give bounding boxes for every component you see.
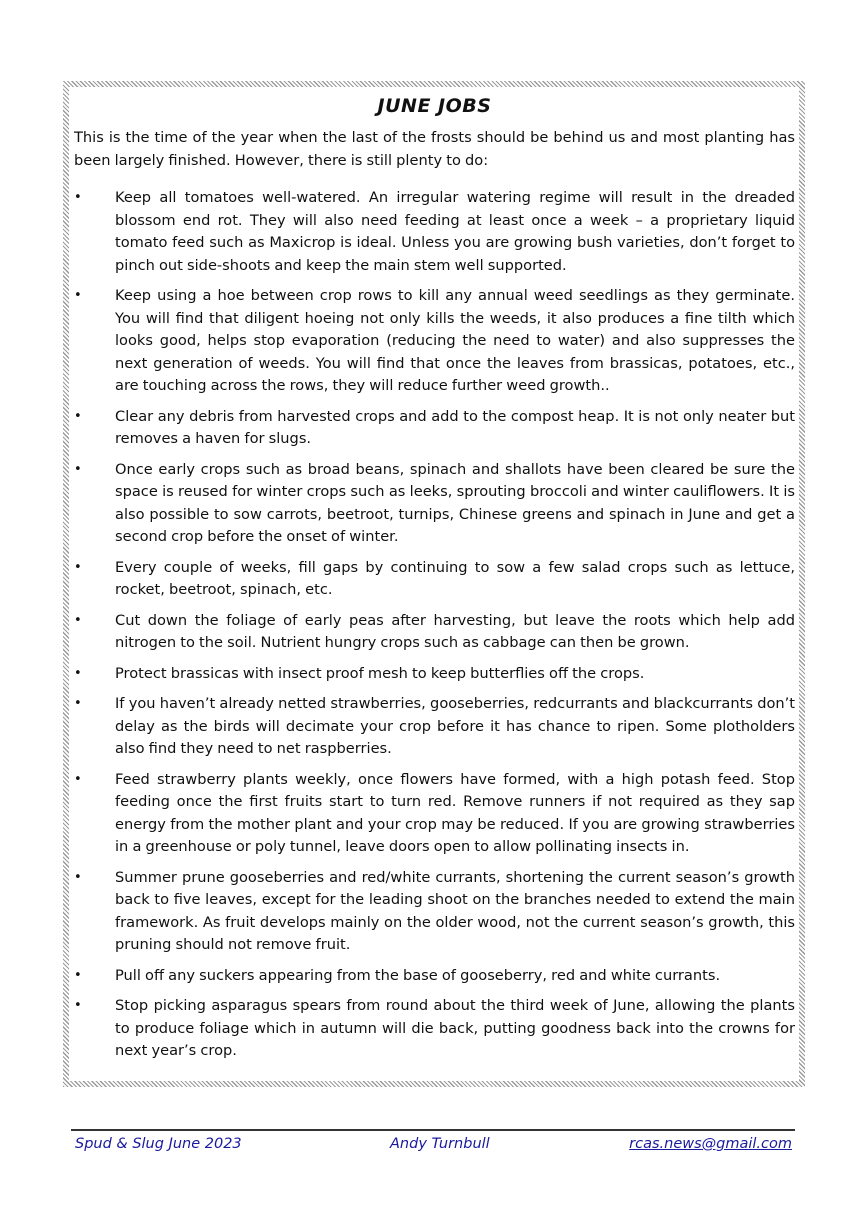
list-item-text: Every couple of weeks, fill gaps by continuing to sow a few salad crops such as lettuce, rocket, beetroot, spinach, etc.: [115, 558, 795, 598]
author-name: Andy Turnbull: [390, 1136, 490, 1152]
list-item-text: Stop picking asparagus spears from round about the third week of June, allowing the plants to produce foliage which in autumn will die back, putting goodness back into the crowns for next year’s crop.: [115, 997, 795, 1059]
bullet-icon: •: [74, 408, 82, 424]
bullet-icon: •: [74, 869, 82, 885]
list-item: [74, 406, 795, 451]
list-item-text: Clear any debris from harvested crops and add to the compost heap. It is not only neater but removes a haven for slugs.: [115, 407, 795, 447]
list-item: [74, 769, 795, 859]
email-link[interactable]: rcas.news@gmail.com: [629, 1136, 792, 1152]
list-item-text: Feed strawberry plants weekly, once flowers have formed, with a high potash feed. Stop feeding once the first fruits start to turn red. Remove runners if not required as they sap energy from the mother plant and your crop may be reduced. If you are growing strawberries in a greenhouse or poly tunnel, leave doors open to allow pollinating insects in.: [115, 770, 795, 855]
footer-divider: [71, 1129, 795, 1131]
publication-name: Spud & Slug June 2023: [75, 1136, 242, 1152]
list-item-text: Summer prune gooseberries and red/white currants, shortening the current season’s growth back to five leaves, except for the leading shoot on the branches needed to extend the main framework. As fruit develops mainly on the older wood, not the current season’s growth, this pruning should not remove fruit.: [115, 868, 795, 953]
list-item: [74, 459, 795, 549]
list-item-text: Keep all tomatoes well-watered. An irregular watering regime will result in the dreaded blossom end rot. They will also need feeding at least once a week – a proprietary liquid tomato feed such as Maxicrop is ideal. Unless you are growing bush varieties, don’t forget to pinch out side-shoots and keep the main stem well supported.: [115, 189, 795, 274]
bullet-icon: •: [74, 559, 82, 575]
list-item: [74, 557, 795, 602]
list-item: [74, 285, 795, 398]
list-item-text: Cut down the foliage of early peas after harvesting, but leave the roots which help add nitrogen to the soil. Nutrient hungry crops such as cabbage can then be grown.: [115, 611, 795, 651]
bullet-icon: •: [74, 190, 82, 205]
list-item: [74, 663, 795, 686]
jobs-list: [74, 187, 795, 1063]
page-title: JUNE JOBS: [377, 95, 492, 117]
intro-paragraph: This is the time of the year when the last of the frosts should be behind us and most planting has been largely finished. However, there is still plenty to do:: [74, 129, 795, 169]
bullet-icon: •: [74, 461, 82, 477]
bullet-icon: •: [74, 771, 82, 787]
bullet-icon: •: [74, 998, 82, 1013]
bullet-icon: •: [74, 288, 82, 303]
list-item-text: Protect brassicas with insect proof mesh to keep butterflies off the crops.: [115, 664, 645, 682]
bullet-icon: •: [74, 612, 82, 628]
bullet-icon: •: [74, 696, 82, 711]
list-item-text: Once early crops such as broad beans, spinach and shallots have been cleared be sure the space is reused for winter crops such as leeks, sprouting broccoli and winter cauliflowers. It is also possible to sow carrots, beetroot, turnips, Chinese greens and spinach in June and get a second crop before the onset of winter.: [115, 460, 795, 545]
list-item-text: Pull off any suckers appearing from the base of gooseberry, red and white currants.: [115, 966, 721, 984]
list-item: [74, 867, 795, 957]
bullet-icon: •: [74, 967, 82, 983]
list-item: [74, 610, 795, 655]
list-item: [74, 995, 795, 1063]
list-item: [74, 965, 795, 988]
list-item: [74, 187, 795, 277]
article-border: [63, 81, 805, 1087]
list-item: [74, 693, 795, 761]
page-footer: [75, 1136, 792, 1152]
list-item-text: Keep using a hoe between crop rows to kill any annual weed seedlings as they germinate. You will find that diligent hoeing not only kills the weeds, it also produces a fine tilth which looks good, helps stop evaporation (reducing the need to water) and also suppresses the next generation of weeds. You will find that once the leaves from brassicas, potatoes, etc., are touching across the rows, they will reduce further weed growth..: [115, 287, 795, 394]
article-box: [69, 87, 799, 1081]
list-item-text: If you haven’t already netted strawberries, gooseberries, redcurrants and blackcurrants don’t delay as the birds will decimate your crop before it has chance to ripen. Some plotholders also find they need to net raspberries.: [115, 695, 795, 757]
bullet-icon: •: [74, 665, 82, 681]
